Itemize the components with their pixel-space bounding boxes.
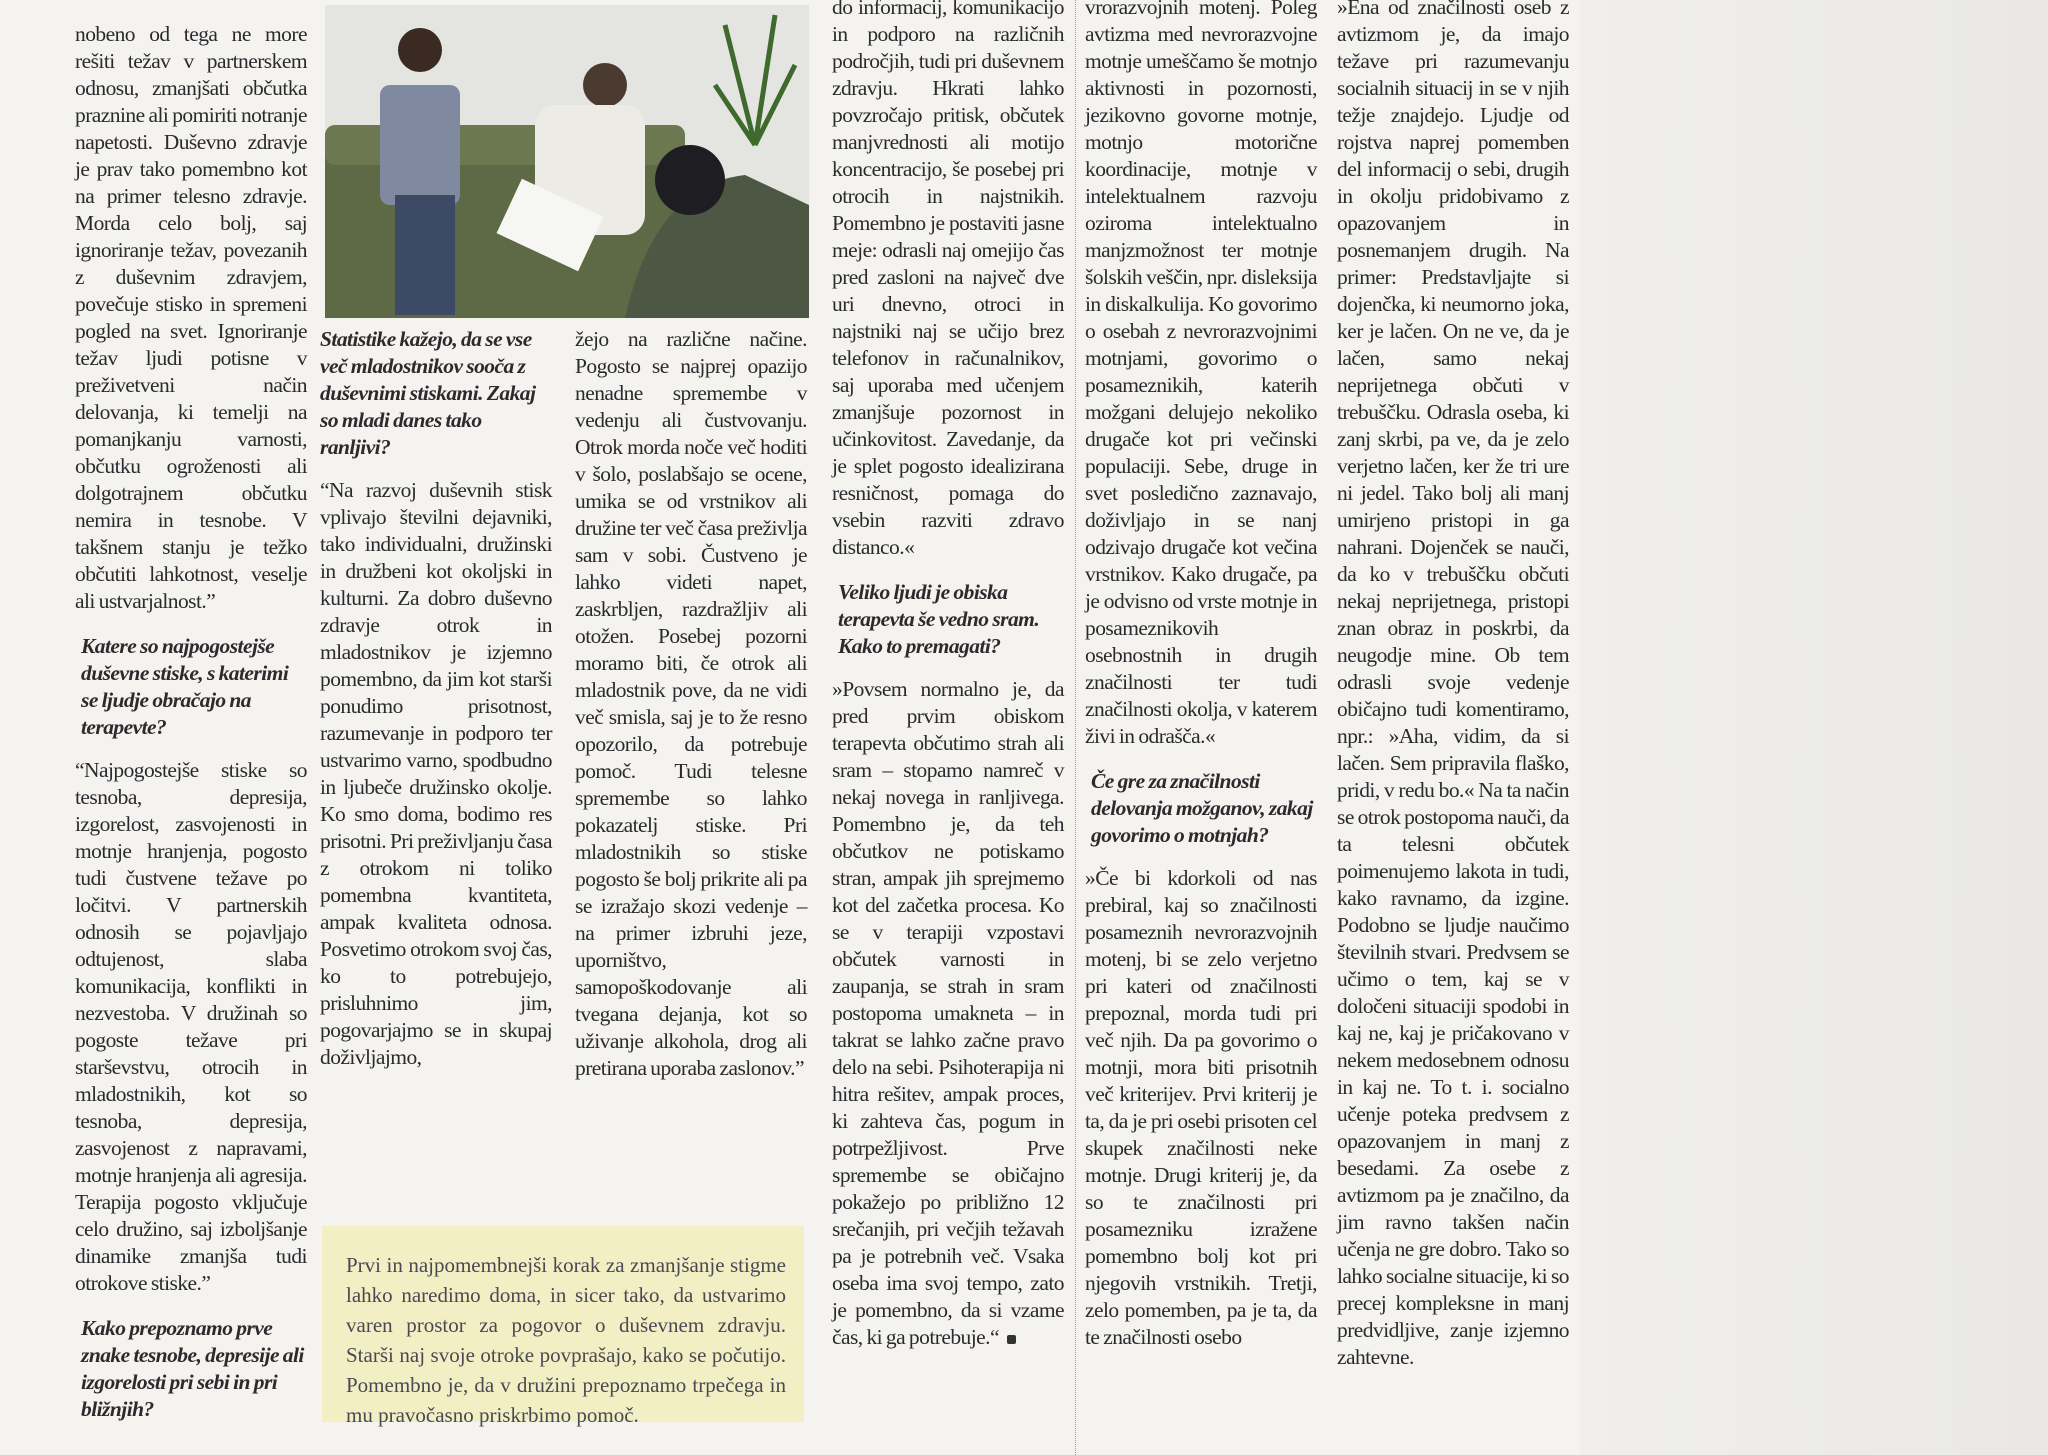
article-column-1 [75,0,307,1439]
highlight-box: Prvi in najpomembnejši korak za zmanjšanje stigme lahko naredimo doma, in sicer tako, da ustvarimo varen prostor za pogovor o duševnem zdravju. Starši naj svoje otroke povprašajo, kako se počutijo. Pomembno je, da v družini prepoznamo trpečega in mu pravočasno priskrbimo pomoč. [322,1226,804,1422]
paragraph: “Najpogostejše stiske so tesnoba, depresija, izgorelost, zasvojenosti in motnje hranjenja, pogosto tudi čustvene težave po ločitvi. V partnerskih odnosih se pojavljajo odtujenost, slaba komunikacija, konflikti in nezvestoba. V družinah so pogoste težave pri starševstvu, otrocih in mladostnikih, kot so tesnoba, depresija, zasvojenost z napravami, motnje hranjenja ali agresija. Terapija pogosto vključuje celo družino, saj izboljšanje dinamike zmanjša tudi otrokove stiske.” [75,758,307,1295]
paragraph-text: »Povsem normalno je, da pred prvim obiskom terapevta občutimo strah ali sram – stopamo namreč v nekaj novega in ranljivega. Pomembno je, da teh občutkov ne potiskamo stran, ampak jih sprejmemo kot del začetka procesa. Ko se v terapiji vzpostavi občutek varnosti in zaupanja, se strah in sram postopoma umakneta – in takrat se lahko začne pravo delo na sebi. Psihoterapija ni hitra rešitev, ampak proces, ki zahteva čas, pogum in potrpežljivost. Prve spremembe se običajno pokažejo po približno 12 srečanjih, pri večjih težavah pa je potrebnih več. Vsaka oseba ima svoj tempo, zato je pomembno, da si vzame čas, ki ga potrebuje.“ [832,677,1064,1349]
interview-question: Veliko ljudi je obiska terapevta še vedno sram. Kako to premagati? [838,580,1040,658]
paragraph: do informacij, komunikacijo in podporo na različnih področjih, tudi pri duševnem zdravju. Hkrati lahko povzročajo pritisk, občutek manjvrednosti ali motijo koncentracijo, še posebej pri otrocih in najstnikih. Pomembno je postaviti jasne meje: odrasli naj omejijo čas pred zasloni na največ dve uri dnevno, otroci in najstniki naj se učijo brez telefonov in računalnikov, saj uporaba med učenjem zmanjšuje pozornost in učinkovitost. Zavedanje, da je splet pogosto idealizirana resničnost, pomaga do vsebin razviti zdravo distanco.« [832,0,1064,559]
article-photo-therapy-session [325,5,809,318]
article-column-3 [575,326,807,1082]
interview-question: Kako prepoznamo prve znake tesnobe, depresije ali izgorelosti pri sebi in pri bližnjih? [81,1316,304,1421]
paragraph: »Če bi kdorkoli od nas prebiral, kaj so značilnosti posameznih nevrorazvojnih motenj, bi se zelo verjetno pri kateri od značilnosti prepoznal, morda tudi pri več njih. Da pa govorimo o motnji, mora biti prisotnih več kriterijev. Prvi kriterij je ta, da je pri osebi prisoten cel skupek značilnosti neke motnje. Drugi kriterij je, da so te značilnosti pri posamezniku izražene pomembno bolj kot pri njegovih vrstnikih. Tretji, zelo pomemben, pa je ta, da te značilnosti osebo [1085,866,1317,1349]
paragraph: “Na razvoj duševnih stisk vplivajo številni dejavniki, tako individualni, družinski in družbeni kot okoljski in kulturni. Za dobro duševno zdravje otrok in mladostnikov je izjemno pomembno, da jim kot starši ponudimo prisotnost, razumevanje in podporo ter ustvarimo varno, spodbudno in ljubeče družinsko okolje. Ko smo doma, bodimo res prisotni. Pri preživljanju časa z otrokom ni toliko pomembna kvantiteta, ampak kvaliteta odnosa. Posvetimo otrokom svoj čas, ko to potrebujejo, prisluhnimo jim, pogovarjajmo se in skupaj doživljajmo, [320,478,552,1069]
interview-question: Statistike kažejo, da se vse več mladostnikov sooča z duševnimi stiskami. Zakaj so mladi danes tako ranljivi? [320,327,536,459]
paragraph: nobeno od tega ne more rešiti težav v partnerskem odnosu, zmanjšati občutka praznine ali pomiriti notranje napetosti. Duševno zdravje je prav tako pomembno kot na primer telesno zdravje. Morda celo bolj, saj ignoriranje težav, povezanih z duševnim zdravjem, povečuje stisko in spremeni pogled na svet. Ignoriranje težav ljudi potisne v preživetveni način delovanja, ki temelji na pomanjkanju varnosti, občutku ogroženosti ali dolgotrajnem občutku nemira in tesnobe. V takšnem stanju je težko občutiti lahkotnost, veselje ali ustvarjalnost.” [75,22,307,613]
paragraph: vrorazvojnih motenj. Poleg avtizma med nevrorazvojne motnje umeščamo še motnjo aktivnosti in pozornosti, jezikovno govorne motnje, motnjo motorične koordinacije, motnje v intelektualnem razvoju oziroma intelektualno manjzmožnost ter motnje šolskih veščin, npr. disleksija in diskalkulija. Ko govorimo o osebah z nevrorazvojnimi motnjami, govorimo o posameznikih, katerih možgani delujejo nekoliko drugače kot pri večinski populaciji. Sebe, druge in svet posledično zaznavajo, doživljajo in se nanj odzivajo drugače kot večina vrstnikov. Kako drugače, pa je odvisno od vrste motnje in posameznikovih osebnostnih in drugih značilnosti ter tudi značilnosti okolja, v katerem živi in odrašča.« [1085,0,1317,748]
column-divider [1075,0,1076,1455]
page-margin [1580,0,2048,1455]
paragraph [832,676,1064,1351]
paragraph: žejo na različne načine. Pogosto se najprej opazijo nenadne spremembe v vedenju ali čustvovanju. Otrok morda noče več hoditi v šolo, poslabšajo se ocene, umika se od vrstnikov ali družine ter več časa preživlja sam v sobi. Čustveno je lahko videti napet, zaskrbljen, razdražljiv ali otožen. Posebej pozorni moramo biti, če otrok ali mladostnik pove, da ne vidi več smisla, saj je to že resno opozorilo, da potrebuje pomoč. Tudi telesne spremembe so lahko pokazatelj stiske. Pri mladostnikih so stiske pogosto še bolj prikrite ali pa se izražajo skozi vedenje – na primer izbruhi jeze, uporništvo, samopoškodovanje ali tvegana dejanja, kot so uživanje alkohola, drog ali pretirana uporaba zaslonov.” [575,327,807,1080]
article-column-5 [1085,0,1317,1351]
end-of-article-mark-icon [1007,1335,1016,1344]
article-column-2 [320,326,552,1071]
article-column-6 [1337,0,1569,1371]
interview-question: Če gre za značilnosti delovanja možganov, zakaj govorimo o motnjah? [1091,769,1313,847]
article-column-4 [832,0,1064,1351]
interview-question: Katere so najpogostejše duševne stiske, s katerimi se ljudje obračajo na terapevte? [81,634,289,739]
paragraph: »Ena od značilnosti oseb z avtizmom je, da imajo težave pri razumevanju socialnih situacij in se v njih težje znajdejo. Ljudje od rojstva naprej pomemben del informacij o sebi, drugih in okolju pridobivamo z opazovanjem in posnemanjem drugih. Na primer: Predstavljajte si dojenčka, ki neumorno joka, ker je lačen. On ne ve, da je lačen, samo nekaj neprijetnega občuti v trebuščku. Odrasla oseba, ki zanj skrbi, pa ve, da je zelo verjetno lačen, ker že tri ure ni jedel. Tako bolj ali manj umirjeno pristopi in ga nahrani. Dojenček se nauči, da ko v trebuščku občuti nekaj neprijetnega, pristopi znan obraz in poskrbi, da neugodje mine. Ob tem odrasli svoje vedenje običajno tudi komentiramo, npr.: »Aha, vidim, da si lačen. Sem pripravila flaško, pridi, v redu bo.« Na ta način se otrok postopoma nauči, da ta telesni občutek poimenujemo lakota in tudi, kako ravnamo, da izgine. Podobno se ljudje naučimo številnih stvari. Predvsem se učimo o tem, kaj se v določeni situaciji spodobi in kaj ne, kaj je pričakovano v nekem medosebnem odnosu in kaj ne. To t. i. socialno učenje poteka predvsem z opazovanjem in manj z besedami. Za osebe z avtizmom pa je značilno, da jim ravno takšen način učenja ne gre dobro. Tako so lahko socialne situacije, ki so precej kompleksne in manj predvidljive, zanje izjemno zahtevne. [1337,0,1569,1369]
